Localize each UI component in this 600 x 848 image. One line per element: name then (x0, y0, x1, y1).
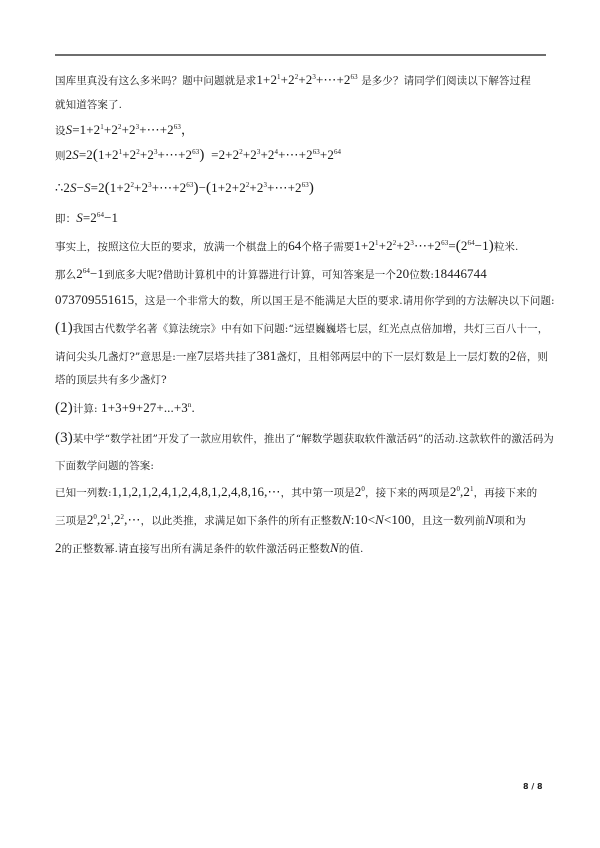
intro-text: 国库里真没有这么多米吗？题中问题就是求 (55, 75, 257, 87)
question-text: 的值. (338, 543, 364, 555)
power-expression: $2^0$ (354, 484, 366, 499)
explanation-text: ，这是一个非常大的数，所以国王是不能满足大臣的要求.请用你学到的方法解决以下问题: (134, 295, 555, 307)
question-number: (3) (55, 430, 73, 446)
explanation-text: 那么 (55, 269, 77, 281)
step-math: $S=1+2^1+2^2+2^3+\cdots+2^{63}$， (65, 122, 195, 137)
big-number-part-2: 073709551615 (55, 292, 135, 307)
page-number: 8 / 8 (523, 782, 543, 791)
number: 7 (197, 348, 204, 363)
question-3-line-1 (55, 430, 554, 447)
explanation-line-3 (55, 292, 555, 309)
question-text: 项和为 (494, 515, 526, 527)
question-text: 的正整数幂.请直接写出所有满足条件的软件激活码正整数 (61, 543, 331, 555)
step-math: $2S=2(1+2^1+2^2+2^3+\cdots+2^{63})$ $=2+2^2+2^3+2^4+\cdots+2^{63}+2^{64}$ (65, 147, 342, 163)
question-text: 盏灯，且相邻两层中的下一层灯数是上一层灯数的 (276, 351, 510, 363)
variable-n: N (485, 512, 495, 527)
step-math: $\therefore 2S-S=2(1+2^2+2^3+\cdots+2^{63})-(1+2+2^2+2^3+\cdots+2^{63})$ (55, 180, 314, 196)
step-label: 则 (55, 150, 66, 162)
question-text: 层塔共挂了 (203, 351, 257, 363)
number: 2 (55, 540, 62, 555)
explanation-line-2 (55, 266, 487, 283)
question-text: 我国古代数学名著《算法统宗》中有如下问题:“远望巍巍塔七层，红光点点倍加增，共灯三百八十一， (72, 323, 549, 335)
question-number: (2) (55, 400, 73, 416)
question-3-line-3 (55, 484, 537, 501)
step-label: 设 (55, 125, 66, 137)
header-rule (55, 54, 546, 56)
question-3-line-4 (55, 512, 526, 529)
number: 20 (396, 266, 410, 281)
question-text: ，其中第一项是 (280, 487, 355, 499)
solution-step-2 (55, 147, 341, 164)
question-text: 三项是 (55, 515, 87, 527)
big-number-part-1: 18446744 (434, 266, 487, 281)
question-1-line-3 (55, 372, 167, 388)
intro-line-2 (55, 97, 122, 113)
question-text: ，且这一数列前 (411, 515, 486, 527)
solution-step-1 (55, 122, 194, 139)
question-text: 塔的顶层共有多少盏灯? (55, 374, 167, 386)
intro-text: 就知道答案了. (55, 99, 123, 111)
solution-step-4 (55, 210, 118, 227)
sum-expression: $1+2^1+2^2+2^3+\cdots+2^{63}$ (256, 72, 358, 87)
explanation-text: 到底多大呢?借助计算机中的计算器进行计算，可知答案是一个 (104, 269, 396, 281)
question-3-line-2 (55, 458, 154, 474)
question-text: 请问尖头几盏灯?”意思是:一座 (55, 351, 198, 363)
solution-step-3 (55, 180, 314, 197)
step-label: 即： (55, 213, 77, 225)
question-text: ，再接下来的 (473, 487, 538, 499)
question-text: 已知一列数: (55, 487, 112, 499)
question-1-line-2 (55, 348, 548, 365)
question-3-line-5 (55, 540, 363, 557)
power-expression: $2^0,2^1,2^2,\cdots$ (86, 512, 141, 527)
series-expression: $1+3+9+27+...+3^n$. (101, 400, 195, 415)
intro-text: 是多少？请同学们阅读以下解答过程 (361, 75, 531, 87)
explanation-line-1 (55, 238, 518, 255)
explanation-text: 位数: (409, 269, 435, 281)
inequality: N:10<N<100 (342, 512, 412, 527)
question-1-line-1 (55, 320, 548, 337)
explanation-text: 事实上，按照这位大臣的要求，放满一个棋盘上的 (55, 241, 289, 253)
question-text: ，接下来的两项是 (365, 487, 450, 499)
explanation-text: 粒米. (493, 241, 519, 253)
question-2 (55, 400, 195, 417)
question-text: 下面数学问题的答案: (55, 460, 155, 472)
question-text: 倍，则 (516, 351, 549, 363)
number: 381 (256, 348, 277, 363)
question-text: ，以此类推，求满足如下条件的所有正整数 (140, 515, 343, 527)
power-expression: $2^0,2^1$ (449, 484, 474, 499)
question-text: 计算: (72, 403, 98, 415)
variable-n: N (330, 540, 339, 555)
number: 2 (509, 348, 517, 363)
step-math: $S=2^{64}-1$ (76, 210, 119, 225)
number: 64 (288, 238, 302, 253)
sum-equation: $1+2^1+2^2+2^3\cdots+2^{63}=(2^{64}-1)$ (354, 238, 494, 254)
power-expression: $2^{64}-1$ (76, 266, 105, 281)
explanation-text: 个格子需要 (301, 241, 355, 253)
question-number: (1) (55, 320, 73, 336)
sequence: 1,1,2,1,2,4,1,2,4,8,1,2,4,8,16,⋯ (111, 484, 281, 499)
question-text: 某中学“数学社团”开发了一款应用软件，推出了“解数学题获取软件激活码”的活动.这款软件的激活码为 (72, 433, 554, 445)
intro-line-1 (55, 72, 531, 89)
